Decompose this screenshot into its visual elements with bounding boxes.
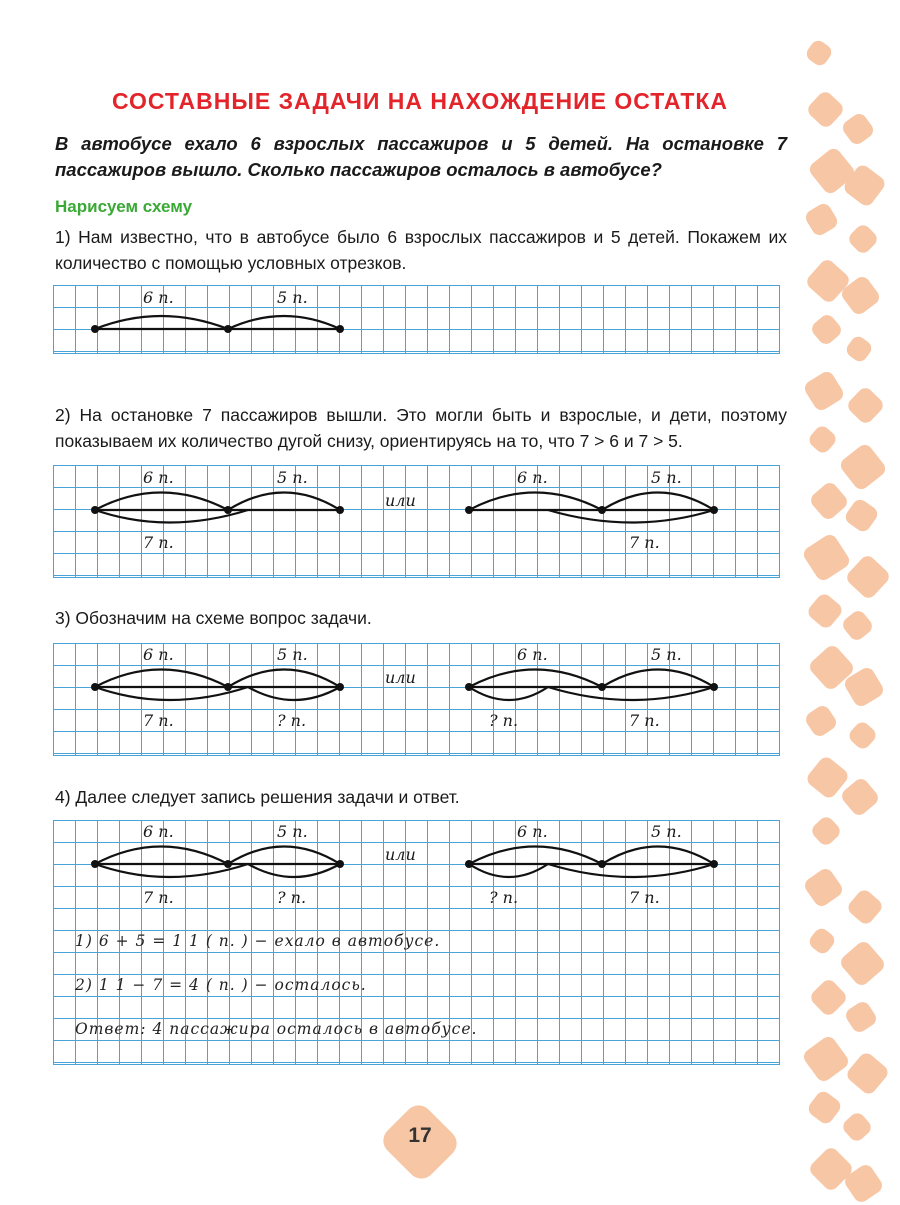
decorative-tile — [843, 497, 881, 535]
decorative-tile — [808, 977, 849, 1018]
decorative-tile — [844, 1050, 890, 1096]
decorative-tile — [844, 553, 892, 601]
label-left: 7 п. — [629, 711, 660, 730]
label-left: 7 п. — [143, 533, 174, 552]
label-or: или — [385, 491, 416, 510]
label-question: ? п. — [277, 711, 307, 730]
label-children: 5 п. — [651, 822, 682, 841]
label-children: 5 п. — [277, 288, 308, 307]
label-left: 7 п. — [143, 711, 174, 730]
decorative-tile — [801, 1034, 851, 1084]
label-left: 7 п. — [143, 888, 174, 907]
label-children: 5 п. — [651, 645, 682, 664]
decorative-tile — [839, 776, 881, 818]
label-children: 5 п. — [277, 468, 308, 487]
label-adults: 6 п. — [143, 288, 174, 307]
grid-1 — [53, 285, 780, 354]
step-4-text: 4) Далее следует запись решения задачи и ответ. — [55, 787, 460, 807]
decorative-tile — [843, 999, 879, 1035]
decorative-tile — [802, 866, 845, 909]
label-question: ? п. — [489, 711, 519, 730]
label-adults: 6 п. — [517, 645, 548, 664]
decorative-tile — [838, 939, 887, 988]
label-adults: 6 п. — [517, 468, 548, 487]
label-left: 7 п. — [629, 533, 660, 552]
answer-line: Ответ: 4 пассажира осталось в автобусе. — [75, 1020, 478, 1038]
decorative-tile — [808, 480, 850, 522]
step-1-text: 1) Нам известно, что в автобусе было 6 взрослых пассажиров и 5 детей. Покажем их количество с помощью условных отрезков. — [55, 227, 787, 273]
decorative-tile — [840, 608, 875, 643]
decorative-tile — [838, 442, 889, 493]
decorative-tile — [840, 111, 876, 147]
decorative-tile — [846, 719, 878, 751]
label-children: 5 п. — [277, 822, 308, 841]
decorative-tile — [802, 369, 846, 413]
problem-text: В автобусе ехало 6 взрослых пассажиров и 5 детей. На остановке 7 пассажиров вышло. Сколько пассажиров осталось в автобусе? — [55, 133, 787, 180]
decorative-tile — [840, 1110, 874, 1144]
decorative-tile — [845, 385, 886, 426]
solution-line-1: 1) 6 + 5 = 1 1 ( п. ) − ехало в автобусе. — [75, 932, 441, 950]
grid-3 — [53, 643, 780, 756]
decorative-tile — [806, 1089, 844, 1127]
decorative-tile — [801, 532, 852, 583]
section-heading: Нарисуем схему — [55, 197, 193, 216]
label-adults: 6 п. — [143, 468, 174, 487]
label-or: или — [385, 668, 416, 687]
label-adults: 6 п. — [143, 822, 174, 841]
decorative-tile — [807, 926, 838, 957]
decorative-tile — [804, 38, 835, 69]
grid-2 — [53, 465, 780, 578]
decorative-tile — [803, 201, 840, 238]
label-or: или — [385, 845, 416, 864]
decorative-tile — [806, 423, 838, 455]
page-number: 17 — [408, 1124, 432, 1147]
solution-line-2: 2) 1 1 − 7 = 4 ( п. ) − осталось. — [75, 976, 367, 994]
label-children: 5 п. — [277, 645, 308, 664]
label-left: 7 п. — [629, 888, 660, 907]
page-title: СОСТАВНЫЕ ЗАДАЧИ НА НАХОЖДЕНИЕ ОСТАТКА — [111, 88, 729, 114]
decorative-tile — [809, 312, 844, 347]
step-3-text: 3) Обозначим на схеме вопрос задачи. — [55, 608, 372, 628]
decorative-tile — [803, 703, 839, 739]
label-question: ? п. — [489, 888, 519, 907]
decorative-tile — [805, 89, 846, 130]
decorative-tile — [805, 591, 844, 630]
grid-4 — [53, 820, 780, 1065]
decorative-tile — [809, 814, 843, 848]
label-question: ? п. — [277, 888, 307, 907]
label-children: 5 п. — [651, 468, 682, 487]
decorative-tile — [845, 887, 885, 927]
decorative-tile — [844, 334, 875, 365]
label-adults: 6 п. — [517, 822, 548, 841]
decorative-tile — [846, 222, 880, 256]
label-adults: 6 п. — [143, 645, 174, 664]
step-2-text: 2) На остановке 7 пассажиров вышли. Это могли быть и взрослые, и дети, поэтому показываем их количество дугой снизу, ориентируясь на то, что 7 > 6 и 7 > 5. — [55, 405, 787, 451]
